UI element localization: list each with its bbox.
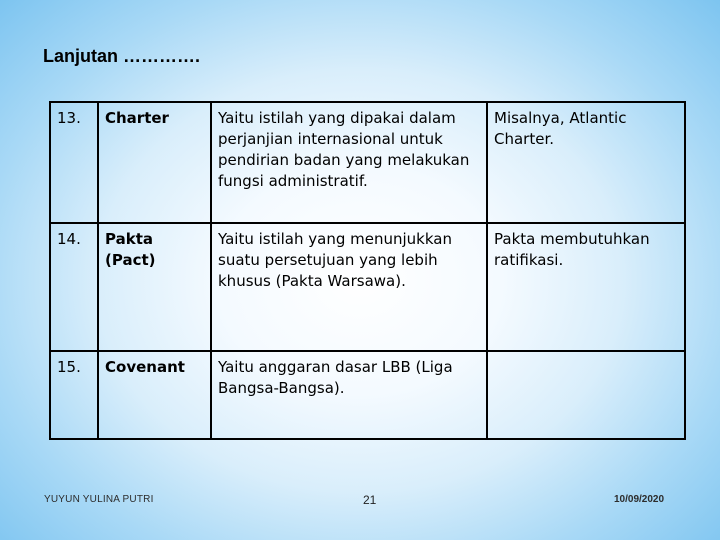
example-cell: Misalnya, Atlantic Charter. <box>487 102 685 223</box>
table-row <box>50 223 685 351</box>
page-number: 21 <box>363 493 377 507</box>
content-table <box>49 101 686 440</box>
row-number: 15. <box>50 351 98 439</box>
row-number: 14. <box>50 223 98 351</box>
table-row <box>50 351 685 439</box>
definition-cell: Yaitu istilah yang dipakai dalam perjanjian internasional untuk pendirian badan yang melakukan fungsi administratif. <box>211 102 487 223</box>
row-number: 13. <box>50 102 98 223</box>
definition-cell: Yaitu anggaran dasar LBB (Liga Bangsa-Bangsa). <box>211 351 487 439</box>
example-cell: Pakta membutuhkan ratifikasi. <box>487 223 685 351</box>
definition-cell: Yaitu istilah yang menunjukkan suatu persetujuan yang lebih khusus (Pakta Warsawa). <box>211 223 487 351</box>
slide-title: Lanjutan …………. <box>43 46 200 66</box>
term-cell: Covenant <box>98 351 211 439</box>
term-cell: Pakta (Pact) <box>98 223 211 351</box>
example-cell <box>487 351 685 439</box>
footer-date: 10/09/2020 <box>614 494 665 505</box>
table-row <box>50 102 685 223</box>
term-cell: Charter <box>98 102 211 223</box>
footer-author: YUYUN YULINA PUTRI <box>44 494 154 505</box>
